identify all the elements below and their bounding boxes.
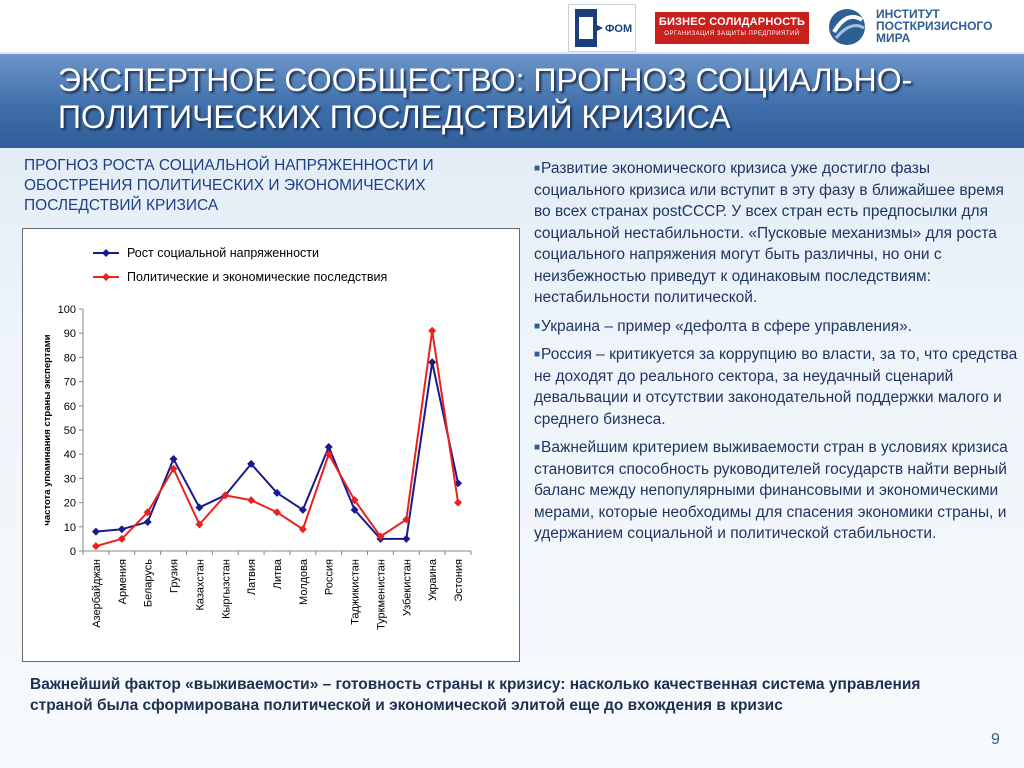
bullet-text: Россия – критикуется за коррупцию во власти, за то, что средства не доходят до реального сектора, за неудачный сценарий девальвации и отсутствии законодательной поддержки малого и среднего бизнеса. [534, 346, 1018, 428]
business-solidarity-name: БИЗНЕС СОЛИДАРНОСТЬ [658, 16, 806, 28]
y-tick-label: 50 [63, 425, 76, 437]
institute-line-2: ПОСТКРИЗИСНОГО [876, 19, 993, 33]
data-point-marker [144, 518, 152, 526]
line-chart [22, 228, 520, 662]
legend-label: Рост социальной напряженности [127, 246, 319, 260]
x-tick-label: Украина [427, 559, 440, 601]
institute-line-1: ИНСТИТУТ [876, 7, 940, 21]
line-chart-svg [23, 229, 519, 661]
business-solidarity-tagline: ОРГАНИЗАЦИЯ ЗАЩИТЫ ПРЕДПРИЯТИЙ [664, 31, 800, 37]
bullet-square-icon: ■ [534, 442, 541, 453]
bullet-item [534, 316, 1018, 338]
x-tick-label: Литва [272, 559, 284, 590]
data-point-marker [428, 327, 436, 335]
data-point-marker [92, 528, 100, 536]
legend-marker [102, 249, 110, 257]
y-tick-label: 20 [63, 497, 76, 510]
data-point-marker [428, 358, 436, 366]
y-tick-label: 30 [63, 473, 76, 486]
y-tick-label: 100 [57, 304, 76, 316]
x-tick-label: Казахстан [194, 559, 207, 611]
x-tick-label: Туркменистан [375, 559, 388, 630]
x-tick-label: Узбекистан [401, 559, 414, 617]
y-axis-label: частота упоминания страны экспертами [42, 334, 53, 526]
x-tick-label: Грузия [168, 559, 181, 593]
data-point-marker [247, 496, 255, 504]
data-point-marker [170, 455, 178, 463]
data-point-marker [454, 499, 462, 507]
bullet-text: Украина – пример «дефолта в сфере управления». [541, 317, 913, 335]
footer-summary: Важнейший фактор «выживаемости» – готовность страны к кризису: насколько качественная система управления страной была сформирована политической и экономической элитой еще до вхождения в кризис [30, 676, 921, 714]
x-tick-label: Армения [116, 559, 129, 605]
y-tick-label: 60 [63, 400, 76, 413]
institute-logo [826, 6, 1016, 48]
data-point-marker [325, 443, 333, 451]
x-tick-label: Кыргызстан [220, 559, 233, 619]
bullet-item [534, 158, 1018, 309]
data-point-marker [118, 525, 126, 533]
bullet-item [534, 437, 1018, 545]
x-tick-label: Латвия [246, 559, 259, 596]
y-tick-label: 40 [63, 449, 76, 462]
chart-heading: ПРОГНОЗ РОСТА СОЦИАЛЬНОЙ НАПРЯЖЕННОСТИ И ОБОСТРЕНИЯ ПОЛИТИЧЕСКИХ И ЭКОНОМИЧЕСКИХ ПОСЛЕДСТВИЙ КРИЗИСА [24, 157, 434, 214]
y-tick-label: 10 [63, 521, 76, 534]
fom-logo-text: ФОМ [605, 23, 633, 35]
data-point-marker [195, 503, 203, 511]
x-tick-label: Азербайджан [90, 559, 103, 628]
institute-line-3: МИРА [876, 31, 911, 45]
x-tick-label: Беларусь [142, 559, 155, 608]
x-tick-label: Россия [323, 559, 336, 596]
business-solidarity-logo [655, 12, 809, 44]
bullet-square-icon: ■ [534, 163, 541, 174]
y-tick-label: 0 [69, 546, 76, 558]
slide-title: ЭКСПЕРТНОЕ СООБЩЕСТВО: ПРОГНОЗ СОЦИАЛЬНО-ПОЛИТИЧЕСКИХ ПОСЛЕДСТВИЙ КРИЗИСА [58, 62, 913, 135]
bullet-square-icon: ■ [534, 320, 541, 332]
x-tick-label: Таджикистан [349, 559, 362, 625]
x-tick-label: Эстония [453, 559, 466, 602]
y-tick-label: 90 [63, 328, 76, 341]
y-tick-label: 80 [63, 352, 76, 365]
top-bar [0, 0, 1024, 52]
legend-label: Политические и экономические последствия [127, 270, 388, 284]
page-number: 9 [991, 731, 1000, 748]
fom-logo [568, 4, 636, 52]
data-point-marker [92, 542, 100, 550]
bullet-square-icon: ■ [534, 349, 541, 360]
legend-marker [102, 273, 110, 281]
data-point-marker [402, 535, 410, 543]
bullet-text: Развитие экономического кризиса уже достигло фазы социального кризиса или вступит в эту фазу в ближайшее время во всех странах postСССР. У всех стран есть предпосылки для социальной нестабильности. «Пусковые механизмы» для роста социального напряжения могут быть различны, но они с неизбежностью приведут к одинаковым последствиям: нестабильности политической. [534, 160, 1004, 306]
y-tick-label: 70 [63, 376, 76, 389]
bullet-text: Важнейшим критерием выживаемости стран в условиях кризиса становится способность руководителей государств найти верный баланс между непопулярными финансовыми и экономическими мерами, которые необходимы для спасения экономики страны, и удержанием социальной и политической стабильности. [534, 439, 1008, 542]
globe-icon [826, 6, 870, 48]
bullet-list [534, 158, 1018, 552]
x-tick-label: Молдова [297, 559, 310, 605]
bullet-item [534, 344, 1018, 430]
title-bar [0, 54, 1024, 148]
